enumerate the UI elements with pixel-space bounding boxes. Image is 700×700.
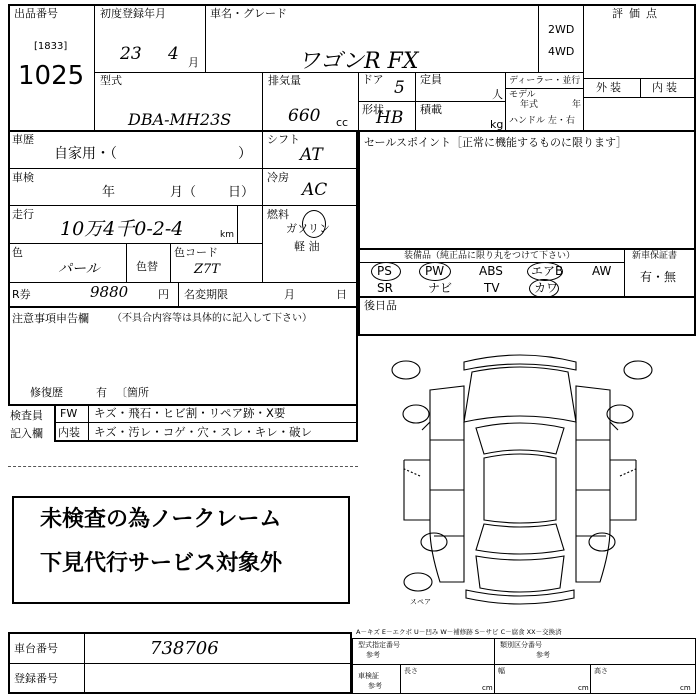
- color-value: パール: [58, 261, 100, 277]
- exterior-label: 外装: [596, 81, 624, 94]
- equip-pw: PW: [425, 264, 445, 278]
- shift-value: AT: [300, 145, 323, 165]
- repair-value: 有: [96, 386, 107, 399]
- color-change-label: 色替: [136, 260, 158, 273]
- shift-label: シフト: [267, 133, 300, 146]
- fuel-gasoline: ガソリン: [286, 222, 330, 235]
- equip-aw: AW: [592, 264, 612, 278]
- drive-2wd: 2WD: [548, 23, 575, 36]
- length-label: 長さ: [404, 667, 418, 675]
- door-value: 5: [394, 78, 405, 98]
- inspection-month: 月（: [170, 185, 197, 200]
- load-label: 積載: [420, 103, 442, 116]
- equip-sr: SR: [377, 281, 393, 295]
- lot-number: 1025: [18, 61, 85, 91]
- registration-label: 登録番号: [14, 672, 58, 685]
- kg-unit: kg: [490, 118, 504, 131]
- km-unit: km: [220, 230, 234, 240]
- inspection-label: 車検: [12, 171, 34, 184]
- equip-abs: ABS: [479, 264, 503, 278]
- width-unit: cm: [578, 684, 589, 692]
- equip-pw-circle: [419, 262, 451, 281]
- interior-items: キズ・汚レ・コゲ・穴・スレ・キレ・破レ: [94, 425, 313, 439]
- displacement-value: 660: [288, 106, 321, 126]
- interior-items-label: 内装: [58, 426, 80, 439]
- interior-label: 内装: [652, 81, 680, 94]
- fw-items: キズ・飛石・ヒビ割・リペア跡・X要: [94, 406, 286, 420]
- ac-label: 冷房: [267, 171, 289, 184]
- damage-legend: A－キズ E－エクボ U－凹み W－補修跡 S－サビ C－腐食 XX－交換済: [356, 628, 562, 636]
- spare-tire: [404, 573, 432, 591]
- ref2-label: 類別区分番号: [500, 641, 542, 649]
- repair-label: 修復歴: [30, 386, 63, 399]
- first-reg-month: 4: [168, 44, 179, 64]
- name-change-day: 日: [336, 288, 347, 301]
- notice-line1: 未検査の為ノークレーム: [40, 507, 282, 532]
- equip-navi: ナビ: [428, 281, 453, 295]
- history-value: 自家用・（: [54, 146, 117, 162]
- spare-label: スペア: [410, 598, 431, 606]
- equip-tv: TV: [484, 281, 500, 295]
- lot-bracket: [1833]: [34, 41, 68, 52]
- drive-4wd: 4WD: [548, 45, 575, 58]
- yen-unit: 円: [158, 288, 169, 301]
- fw-label: FW: [60, 407, 78, 420]
- equip-ps: PS: [377, 264, 392, 278]
- rear-items-label: 後日品: [364, 299, 397, 312]
- car-damage-diagram: [380, 350, 680, 620]
- recycle-label: R券: [12, 288, 31, 301]
- dims-sub: 参考: [368, 682, 382, 690]
- ref2-sub: 参考: [536, 651, 550, 659]
- handle-label: ハンドル 左・右: [509, 116, 575, 126]
- score-label: 評価点: [612, 7, 663, 20]
- recycle-value: 9880: [90, 283, 129, 301]
- first-reg-month-unit: 月: [188, 56, 199, 69]
- rear-items-block: [358, 296, 696, 336]
- ref1-label: 型式指定番号: [358, 641, 400, 649]
- sales-point-label: セールスポイント［正常に機能するものに限ります］: [364, 136, 628, 149]
- history-label: 車歴: [12, 133, 34, 146]
- color-label: 色: [12, 246, 23, 259]
- shape-value: HB: [376, 108, 404, 128]
- inspector-label: 検査員: [10, 409, 43, 422]
- chassis-label: 車台番号: [14, 642, 58, 655]
- ref1-sub: 参考: [366, 651, 380, 659]
- notes-label: 注意事項申告欄: [12, 312, 89, 325]
- name-change-label: 名変期限: [184, 288, 228, 301]
- dealer-label: ディーラー・並行: [509, 76, 581, 86]
- first-reg-label: 初度登録年月: [100, 7, 166, 20]
- model-year-label: モデル: [509, 90, 536, 100]
- color-code-value: Z7T: [194, 262, 220, 277]
- equip-ps-circle: [371, 262, 401, 281]
- inspection-year: 年: [102, 185, 116, 200]
- history-close: ）: [238, 146, 252, 162]
- mileage-label: 走行: [12, 208, 34, 221]
- height-unit: cm: [680, 684, 691, 692]
- equip-leather: カワ: [534, 281, 559, 295]
- type-label: 型式: [100, 74, 122, 87]
- door-label: ドア: [362, 73, 384, 86]
- notes-hint: （不具合内容等は具体的に記入して下さい）: [112, 313, 312, 324]
- dims-label: 車検証: [358, 672, 379, 680]
- displacement-unit: cc: [336, 116, 349, 129]
- person-unit: 人: [492, 88, 503, 101]
- model-value: ワゴンR FX: [298, 49, 419, 74]
- warranty-value: 有・無: [640, 270, 677, 284]
- repair-place: 〔箇所: [116, 386, 149, 399]
- year-unit: 年: [572, 100, 582, 110]
- shape-label: 形状: [362, 103, 384, 116]
- fuel-light-oil: 軽 油: [294, 240, 320, 253]
- width-label: 幅: [498, 667, 505, 675]
- notice-line2: 下見代行サービス対象外: [40, 551, 283, 576]
- ac-value: AC: [302, 180, 328, 200]
- mileage-value: 10万4千0-2-4: [60, 218, 184, 240]
- dotted-separator: [8, 466, 358, 467]
- equipment-label: 装備品（純正品に限り丸をつけて下さい）: [404, 251, 576, 261]
- height-label: 高さ: [594, 667, 608, 675]
- fuel-label: 燃料: [267, 208, 289, 221]
- entry-label: 記入欄: [10, 427, 43, 440]
- chassis-value: 738706: [150, 638, 219, 659]
- warranty-label: 新車保証書: [632, 251, 678, 261]
- type-value: DBA-MH23S: [128, 110, 232, 129]
- color-code-label: 色コード: [174, 246, 218, 259]
- model-label: 車名・グレード: [210, 7, 287, 20]
- length-unit: cm: [482, 684, 493, 692]
- tire-front-left: [392, 361, 420, 379]
- tire-mid-left: [403, 405, 429, 423]
- tire-front-right: [624, 361, 652, 379]
- name-change-month: 月: [284, 288, 295, 301]
- inspection-day: 日）: [228, 185, 255, 200]
- lot-label: 出品番号: [14, 7, 58, 20]
- first-reg-year: 23: [120, 44, 142, 64]
- tire-mid-right: [607, 405, 633, 423]
- equip-airbag: エアB: [531, 264, 564, 278]
- capacity-label: 定員: [420, 73, 442, 86]
- model-year-sub: 年式: [520, 100, 539, 110]
- displacement-label: 排気量: [268, 74, 301, 87]
